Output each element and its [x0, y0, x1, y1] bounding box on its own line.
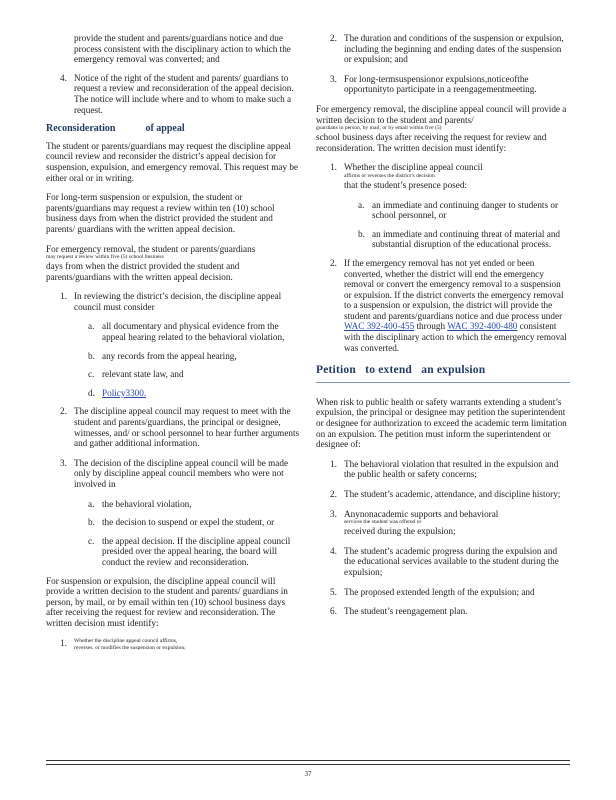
sub-list-item: b. an immediate and continuing threat of material and substantial disruption of the educational process. [358, 228, 561, 250]
policy-link[interactable]: Policy3300. [102, 387, 147, 398]
wac-link-455[interactable]: WAC 392-400-455 [344, 321, 415, 332]
list-item: 1. Whether the discipline appeal council affirms, reverses, or modifies the suspension or expulsion; [60, 637, 186, 651]
list-item: 3. For long-termsuspensionor expulsions,noticeofthe opportunityto participate in a reengagementmeeting. [330, 73, 537, 95]
wac-link-480[interactable]: WAC 392-400-480 [447, 321, 518, 332]
right-column [316, 33, 570, 626]
paragraph: When risk to public health or safety warrants extending a student’s expulsion, the principal or designee may petition the superintendent or designee for authorization to exceed the academic term limitation on an expulsion. The petition must inform the superintendent or designee of: [316, 396, 567, 450]
paragraph: The student or parents/guardians may request the discipline appeal council review and reconsider the district’s appeal decision for suspension, expulsion, and emergency removal. This request may be either oral or in writing. [46, 140, 299, 183]
sub-list-item: a. an immediate and continuing danger to students or school personnel, or [358, 199, 559, 221]
sub-list-item: c. the appeal decision. If the discipline appeal council presided over the appeal hearing, the board will conduct the review and reconsideration. [88, 535, 291, 567]
list-item-continuation: provide the student and parents/guardians notice and due process consistent with the disciplinary action to which the emergency removal was converted; and [74, 33, 291, 65]
list-item: 2. The duration and conditions of the suspension or expulsion, including the beginning and ending dates of the suspension or expulsion; and [330, 33, 564, 65]
list-item: 5. The proposed extended length of the expulsion; and [330, 586, 535, 597]
sub-list-item: c. relevant state law, and [88, 369, 184, 380]
sub-list-item: d. Policy3300. [88, 387, 147, 398]
section-heading-reconsideration: Reconsideration of appeal [46, 123, 185, 135]
list-item: 4. Notice of the right of the student and parents/ guardians to request a review and reconsideration of the appeal decision. The notice will include where and to whom to make such a request. [60, 72, 294, 115]
list-item: 6. The student’s reengagement plan. [330, 606, 468, 617]
sub-list-item: b. any records from the appeal hearing, [88, 350, 237, 361]
list-item: 3. The decision of the discipline appeal council will be made only by discipline appeal council members who were not involved in [60, 457, 289, 489]
list-item: 2. The student’s academic, attendance, and discipline history; [330, 489, 561, 499]
paragraph: For emergency removal, the student or parents/guardians may request a review within five (5) school business days from when the district provided the student and parents/guardians with the written appeal decision. [46, 243, 256, 282]
list-item: 2. The discipline appeal council may request to meet with the student and parents/guardians, the principal or designee, witnesses, and/ or school personnel to hear further arguments and gather additional information. [60, 406, 300, 449]
sub-list-item: a. all documentary and physical evidence from the appeal hearing related to the behavioral violation, [88, 321, 285, 343]
footer-divider [46, 760, 570, 761]
sub-list-item: a. the behavioral violation, [88, 498, 192, 509]
section-heading-petition: Petition to extend an expulsion [316, 365, 570, 383]
list-item: 1. The behavioral violation that resulted in the expulsion and the public health or safety concerns; [330, 458, 559, 480]
footer-divider [46, 764, 570, 765]
list-item: 1. Whether the discipline appeal council affirms or reverses the district’s decision that the student’s presence posed: [330, 162, 483, 190]
list-item: 1. In reviewing the district’s decision, the discipline appeal council must consider [60, 291, 282, 312]
list-item: 2. If the emergency removal has not yet ended or been converted, whether the district will end the emergency removal or convert the emergency removal to a suspension or expulsion. If the district converts the emergency removal to a suspension or expulsion, the district will provide the student and parents/guardians notice and due process under WAC 392-400-455 through WAC 392-400-480 consistent with the disciplinary action to which the emergency removal was converted. [330, 257, 567, 353]
paragraph: For suspension or expulsion, the discipline appeal council will provide a written decision to the student and parents/ guardians in person, by mail, or by email within ten (10) school business days after receiving the request for review and reconsideration. The written decision must identify: [46, 575, 288, 628]
page-number: 37 [304, 770, 312, 778]
paragraph: For emergency removal, the discipline appeal council will provide a written decision to the student and parents/ guardians in person, by mail, or by email within five (5) school business days after receiving the request for review and reconsideration. The written decision must identify: [316, 103, 567, 153]
list-item: 4. The student’s academic progress during the expulsion and the educational services available to the student during the expulsion; [330, 545, 559, 577]
sub-list-item: b. the decision to suspend or expel the student, or [88, 517, 275, 528]
left-column [46, 33, 300, 661]
paragraph: For long-term suspension or expulsion, the student or parents/guardians may request a review within ten (10) school business days from when the district provided the student and parents/ guardians with the written appeal decision. [46, 192, 275, 234]
list-item: 3. Anynonacademic supports and behavioral services the student was offered or received during the expulsion; [330, 508, 499, 537]
